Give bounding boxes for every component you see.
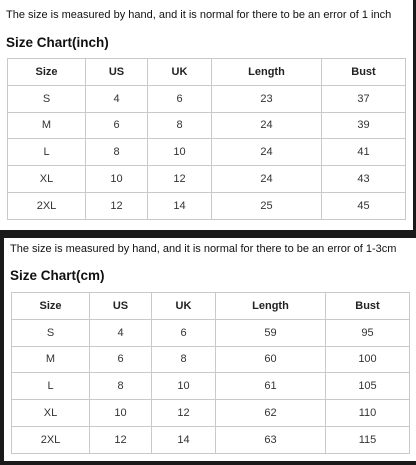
cell-us: 10 [86, 166, 148, 193]
cell-length: 24 [212, 139, 322, 166]
cell-length: 25 [212, 192, 322, 219]
header-uk: UK [148, 59, 212, 86]
measurement-note: The size is measured by hand, and it is normal for there to be an error of 1 inch [6, 9, 392, 21]
header-uk: UK [152, 293, 216, 320]
cell-us: 6 [90, 346, 152, 373]
cell-size: M [12, 346, 90, 373]
cell-uk: 12 [152, 400, 216, 427]
cell-bust: 95 [326, 319, 410, 346]
cell-us: 6 [86, 112, 148, 139]
cell-uk: 10 [148, 139, 212, 166]
table-row [8, 192, 406, 219]
cell-us: 12 [86, 192, 148, 219]
cell-size: S [12, 319, 90, 346]
cell-uk: 6 [148, 85, 212, 112]
size-table [7, 58, 406, 220]
chart-title: Size Chart(inch) [6, 35, 109, 50]
cell-us: 8 [90, 373, 152, 400]
cell-uk: 12 [148, 166, 212, 193]
table-row [8, 139, 406, 166]
cell-bust: 100 [326, 346, 410, 373]
cell-size: L [8, 139, 86, 166]
cell-size: L [12, 373, 90, 400]
size-table [11, 292, 410, 454]
cell-uk: 10 [152, 373, 216, 400]
table-row [8, 166, 406, 193]
cell-length: 59 [216, 319, 326, 346]
cell-us: 4 [90, 319, 152, 346]
cm-size-chart-panel [4, 238, 416, 461]
cell-bust: 115 [326, 426, 410, 453]
cell-us: 4 [86, 85, 148, 112]
cell-size: XL [8, 166, 86, 193]
cell-size: XL [12, 400, 90, 427]
cell-bust: 110 [326, 400, 410, 427]
cell-uk: 8 [148, 112, 212, 139]
header-us: US [90, 293, 152, 320]
header-bust: Bust [326, 293, 410, 320]
table-row [12, 400, 410, 427]
chart-title: Size Chart(cm) [10, 268, 105, 283]
header-length: Length [216, 293, 326, 320]
cell-size: S [8, 85, 86, 112]
table-row [12, 426, 410, 453]
cell-bust: 43 [322, 166, 406, 193]
header-us: US [86, 59, 148, 86]
cell-us: 8 [86, 139, 148, 166]
cell-length: 24 [212, 112, 322, 139]
measurement-note: The size is measured by hand, and it is normal for there to be an error of 1-3cm [10, 243, 397, 255]
table-row [8, 85, 406, 112]
header-length: Length [212, 59, 322, 86]
table-row [12, 319, 410, 346]
cell-length: 23 [212, 85, 322, 112]
cell-size: M [8, 112, 86, 139]
cell-bust: 37 [322, 85, 406, 112]
cell-bust: 45 [322, 192, 406, 219]
cell-uk: 8 [152, 346, 216, 373]
table-row [12, 373, 410, 400]
cell-size: 2XL [12, 426, 90, 453]
table-header-row [8, 59, 406, 86]
table-row [12, 346, 410, 373]
cell-uk: 6 [152, 319, 216, 346]
cell-length: 62 [216, 400, 326, 427]
cell-uk: 14 [148, 192, 212, 219]
cell-bust: 105 [326, 373, 410, 400]
cell-length: 63 [216, 426, 326, 453]
table-row [8, 112, 406, 139]
header-size: Size [12, 293, 90, 320]
table-header-row [12, 293, 410, 320]
cell-us: 12 [90, 426, 152, 453]
cell-length: 24 [212, 166, 322, 193]
cell-uk: 14 [152, 426, 216, 453]
header-size: Size [8, 59, 86, 86]
cell-length: 61 [216, 373, 326, 400]
cell-length: 60 [216, 346, 326, 373]
header-bust: Bust [322, 59, 406, 86]
inch-size-chart-panel [0, 0, 413, 230]
cell-size: 2XL [8, 192, 86, 219]
cell-bust: 41 [322, 139, 406, 166]
cell-bust: 39 [322, 112, 406, 139]
cell-us: 10 [90, 400, 152, 427]
